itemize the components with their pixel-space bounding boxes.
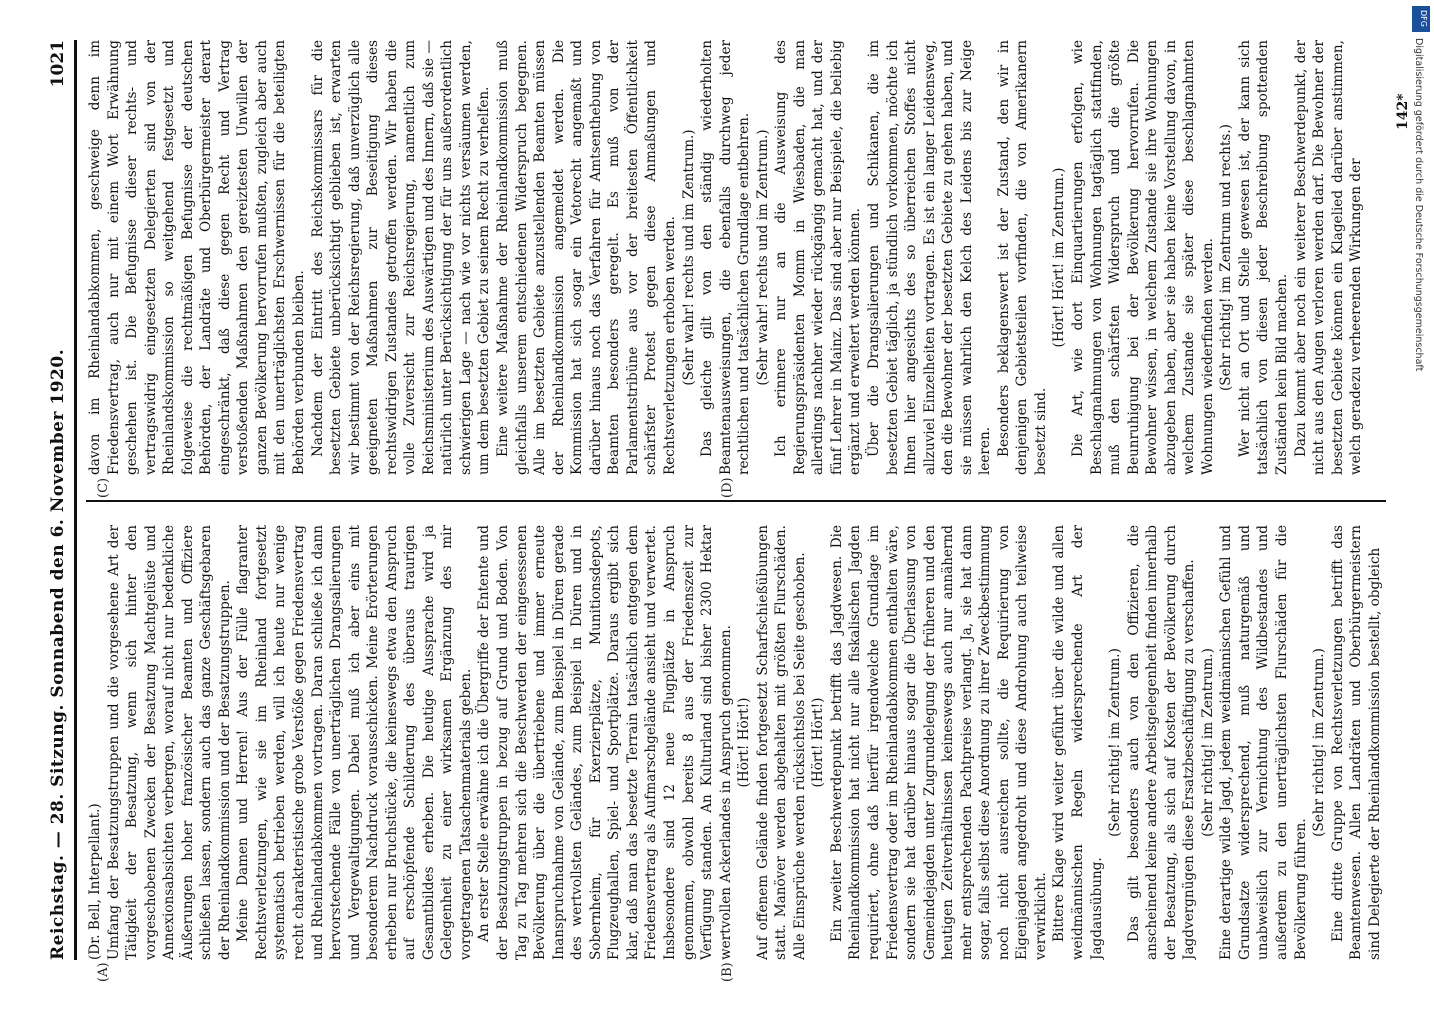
right-text-column [86, 40, 1386, 475]
paragraph: Auf offenem Gelände finden fortgesetzt Scharfschießübungen statt. Manöver werden abgehalten mit größten Flurschäden. Alle Einsprüche werden rücksichtslos bei Seite geschoben. [754, 525, 808, 960]
paragraph: Über die Drangsalierungen und Schikanen, die im besetzten Gebiet täglich, ja stündlich vorkommen, möchte ich Ihnen hier angesichts des so überreichen Stoffes nicht allzuviel Einzelheiten vortragen. Es ist ein langer Leidensweg, den die Bewohner der besetzten Gebiete zu gehen haben, und sie müssen wahrlich den Kelch des Leidens bis zur Neige leeren. [865, 40, 994, 475]
paragraph: (Dr. Bell, Interpellant.) [87, 803, 103, 960]
interjection: (Sehr richtig! im Zentrum.) [1199, 648, 1216, 837]
interjection: (Sehr richtig! im Zentrum.) [1311, 648, 1328, 837]
paragraph: Ich erinnere nur an die Ausweisung des Regierungspräsidenten Momm in Wiesbaden, die man allerdings nachher wieder rückgängig gemacht hat, und der fünf Lehrer in Mainz. Das sind aber nur Beispiele, die beliebig ergänzt und erweitert werden können. [773, 40, 864, 475]
column-divider [86, 500, 1386, 502]
interjection: (Hört! Hört!) [810, 697, 827, 788]
sheet-signature: 142* [1395, 93, 1411, 130]
left-text-column [86, 525, 1386, 960]
interjection: (Sehr richtig! im Zentrum und rechts.) [1218, 124, 1235, 391]
paragraph: Meine Damen und Herren! Aus der Fülle flagranter Rechtsverletzungen, wie sie im Rheinland fortgesetzt systematisch betrieben werden, will ich heute nur wenige recht charakteristische grobe Verstöße gegen Friedensvertrag und Rheinlandabkommen vortragen. Daran schließe ich dann hervorstechende Fälle von unerträglichen Drangsalierungen und Vergewaltigungen. Dabei muß ich aber eins mit besonderem Nachdruck vorausschicken. Meine Erörterungen erheben nur Bruchstücke, die keineswegs etwa den Anspruch auf erschöpfende Schilderung des überaus traurigen Gesamtbildes erheben. Die heutige Aussprache wird ja Gelegenheit zu einer wirksamen Ergänzung des mir vorgetragenen Tatsachenmaterials geben. [235, 525, 474, 960]
running-head: Reichstag. — 28. Sitzung. Sonnabend den 6. November 1920. [48, 348, 68, 960]
paragraph: Die Art, wie dort Einquartierungen erfolgen, wie Beschlagnahmungen von Wohnungen tagtäglich stattfinden, muß den schärfsten Widerspruch und die größte Beunruhigung bei der Bevölkerung hervorrufen. Die Bewohner wissen, in welchem Zustande sie ihre Wohnungen abzugeben haben, aber sie haben keine Vorstellung davon, in welchem Zustande sie später diese beschlagnahmten Wohnungen wiederfinden werden. [1069, 40, 1216, 475]
paragraph: Eine dritte Gruppe von Rechtsverletzungen betrifft das Beamtenwesen. Allen Landräten und Oberbürgermeistern sind Delegierte der Rheinlandkommission bestellt, obgleich [1329, 525, 1383, 960]
interjection: (Sehr richtig! im Zentrum.) [1107, 648, 1124, 837]
paragraph: Bittere Klage wird weiter geführt über die wilde und allen weidmännischen Regeln widersprechende Art der Jagdausübung. [1051, 525, 1105, 960]
page-header [32, 40, 77, 960]
paragraph: An erster Stelle erwähne ich die Übergriffe der Entente und der Besatzungstruppen in bezug auf Grund und Boden. Von Tag zu Tag mehren sich die Beschwerden der eingesessenen Bevölkerung über die übertriebene und immer erneute Inanspruchnahme von Gelände, zum Beispiel in Düren gerade des wertvollsten Geländes, zum Beispiel in Düren und in Sobernheim, für Exerzierplätze, Munitionsdepots, Flugzeughallen, Spiel- und Sportplätze. Daraus ergibt sich klar, daß man das besetzte Terrain tatsächlich entgegen dem Friedensvertrag als Aufmarschgelände ansieht und verwertet. Insbesondere sind 12 neue Flugplätze in Anspruch genommen, obwohl bereits 8 aus der Friedenszeit zur Verfügung standen. An Kulturland sind bisher 2300 Hektar wertvollen Ackerlandes in Anspruch genommen. [476, 525, 734, 960]
paragraph: Das gleiche gilt von den ständig wiederholten Beamtenausweisungen, die ebenfalls durchweg jeder rechtlichen und tatsächlichen Grundlage entbehren. [699, 40, 753, 475]
interjection: (Sehr wahr! rechts und im Zentrum.) [680, 129, 697, 386]
digitization-credit [1410, 8, 1428, 992]
credit-text: Digitalisierung gefördert durch die Deutsche Forschungsgemeinschaft [1413, 38, 1424, 372]
paragraph: Besonders beklagenswert ist der Zustand, den wir in denjenigen Gebietsteilen vorfinden, die von Amerikanern besetzt sind. [995, 40, 1049, 475]
margin-marker-a: (A) [96, 962, 111, 982]
paragraph: Umfang der Besatzungstruppen und die vorgesehene Art der Tätigkeit der Besatzung, wenn sich hinter den vorgeschobenen Zwecken der Besatzung Machtgelüste und Annexionsabsichten verbergen, worauf nicht nur bedenkliche Äußerungen hoher französischer Beamten und Offiziere schließen lassen, sondern auch das ganze Geschäftsgebaren der Rheinlandkommission und der Besatzungstruppen. [105, 525, 233, 960]
paragraph: Das gilt besonders auch von den Offizieren, die anscheinend keine andere Arbeitsgelegenheit finden innerhalb der Besatzung, als sich auf Kosten der Bevölkerung durch Jagdvergnügen diese Ersatzbeschäftigung zu verschaffen. [1125, 525, 1198, 960]
paragraph: davon im Rheinlandabkommen, geschweige denn im Friedensvertrag, auch nur mit einem Wort Erwähnung geschehen ist. Die Befugnisse dieser rechts- und vertragswidrig eingesetzten Delegierten sind von der Rheinlandskommission so weitgehend festgesetzt und folgeweise die rechtmäßigen Befugnisse der deutschen Behörden, der Landräte und Oberbürgermeister derart eingeschränkt, daß diese gegen Recht und Vertrag verstoßenden Maßnahmen den gereiztesten Unwillen der ganzen Bevölkerung hervorrufen mußten, zugleich aber auch mit den unerträglichsten Erschwernissen für die beteiligten Behörden verbunden bleiben. [87, 40, 308, 475]
dfg-logo [1412, 6, 1430, 32]
paragraph: Eine weitere Maßnahme der Rheinlandkommission muß gleichfalls unserem entschiedenen Widerspruch begegnen. Alle im besetzten Gebiete anzustellenden Beamten müssen der Rheinlandkommission angemeldet werden. Die Kommission hat sich sogar ein Vetorecht angemaßt und darüber hinaus noch das Verfahren für Amtsenthebung von Beamten besonders geregelt. Es muß von der Parlamentstribüne aus vor der breitesten Öffentlichkeit schärfster Protest gegen diese Anmaßungen und Rechtsverletzungen erhoben werden. [495, 40, 678, 475]
dfg-logo-text: DFG [1419, 10, 1428, 27]
paragraph: Ein zweiter Beschwerdepunkt betrifft das Jagdwesen. Die Rheinlandkommission hat nicht nur alle fiskalischen Jagden requiriert, ohne daß hierfür irgendwelche Grundlage im Friedensvertrag oder im Rheinlandabkommen enthalten wäre, sondern sie hat darüber hinaus sogar die Überlassung von Gemeindejagden unter Zugrundelegung der früheren und den heutigen Zeitverhältnissen keineswegs auch nur annähernd mehr entsprechenden Pachtpreise verlangt. Ja, sie hat dann sogar, falls selbst diese Anordnung zu ihrer Zweckbestimmung noch nicht ausreichen sollte, die Requirierung von Eigenjagden angedroht und diese Androhung auch teilweise verwirklicht. [828, 525, 1049, 960]
margin-marker-b: (B) [720, 962, 735, 982]
paragraph: Nachdem der Eintritt des Reichskommissars für die besetzten Gebiete unberücksichtigt geblieben ist, erwarten wir bestimmt von der Reichsregierung, daß unverzüglich alle geeigneten Maßnahmen zur Beseitigung dieses rechtswidrigen Zustandes getroffen werden. Wir haben die volle Zuversicht zur Reichsregierung, namentlich zum Reichsministerium des Auswärtigen und des Innern, daß sie — natürlich unter Berücksichtigung der für uns außerordentlich schwierigen Lage — nach wie vor nichts versäumen werden, um dem besetzten Gebiet zu seinem Recht zu verhelfen. [309, 40, 493, 475]
interjection: (Hört! Hört! im Zentrum.) [1051, 167, 1068, 348]
interjection: (Hört! Hört!) [736, 697, 753, 788]
paragraph: Dazu kommt aber noch ein weiterer Beschwerdepunkt, der nicht aus den Augen verloren werden darf. Die Bewohner der besetzten Gebiete können ein Klagelied darüber anstimmen, welch geradezu verheerenden Wirkungen der [1292, 40, 1365, 475]
page-number: 1021 [48, 40, 68, 88]
paragraph: Wer nicht an Ort und Stelle gewesen ist, der kann sich tatsächlich von diesen jeder Beschreibung spottenden Zuständen kein Bild machen. [1236, 40, 1290, 475]
margin-marker-d: (D) [720, 477, 735, 498]
paragraph: Eine derartige wilde Jagd, jedem weidmännischen Gefühl und Grundsatze widersprechend, muß naturgemäß und unabweislich zur Vernichtung des Wildbestandes und außerdem zu den unerträglichsten Flurschäden für die Bevölkerung führen. [1218, 525, 1309, 960]
margin-marker-c: (C) [96, 477, 111, 498]
interjection: (Sehr wahr! rechts und im Zentrum.) [754, 129, 771, 386]
